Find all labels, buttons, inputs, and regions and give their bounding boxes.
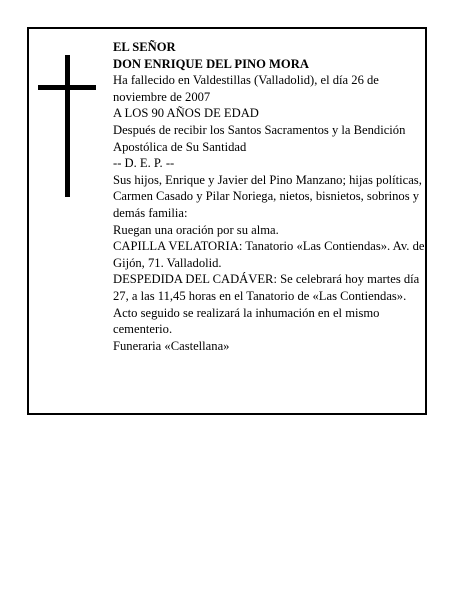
deceased-name: DON ENRIQUE DEL PINO MORA — [113, 56, 309, 71]
death-info: Ha fallecido en Valdestillas (Valladolid), el día 26 de noviembre de 2007 — [113, 73, 379, 104]
cross-icon — [38, 55, 96, 197]
rip-line: -- D. E. P. -- — [113, 156, 175, 171]
obituary-text — [113, 39, 425, 354]
cross-horizontal-bar — [38, 85, 96, 90]
prayer-line: Ruegan una oración por su alma. — [113, 222, 279, 237]
age-line: A LOS 90 AÑOS DE EDAD — [113, 106, 259, 121]
cross-vertical-bar — [65, 55, 70, 197]
chapel-line: CAPILLA VELATORIA: Tanatorio «Las Contiendas». Av. de Gijón, 71. Valladolid. — [113, 239, 425, 270]
sacraments-line: Después de recibir los Santos Sacramentos y la Bendición Apostólica de Su Santidad — [113, 122, 406, 154]
farewell-line: DESPEDIDA DEL CADÁVER: Se celebrará hoy martes día 27, a las 11,45 horas en el Tanatorio de «Las Contiendas». Acto seguido se realizará la inhumación en el mismo cementerio. — [113, 272, 420, 337]
title-line-1: EL SEÑOR — [113, 40, 176, 54]
family-line: Sus hijos, Enrique y Javier del Pino Manzano; hijas políticas, Carmen Casado y Pilar Noriega, nietos, bisnietos, sobrinos y demás familia: — [113, 172, 422, 220]
funeral-home-line: Funeraria «Castellana» — [113, 338, 230, 353]
